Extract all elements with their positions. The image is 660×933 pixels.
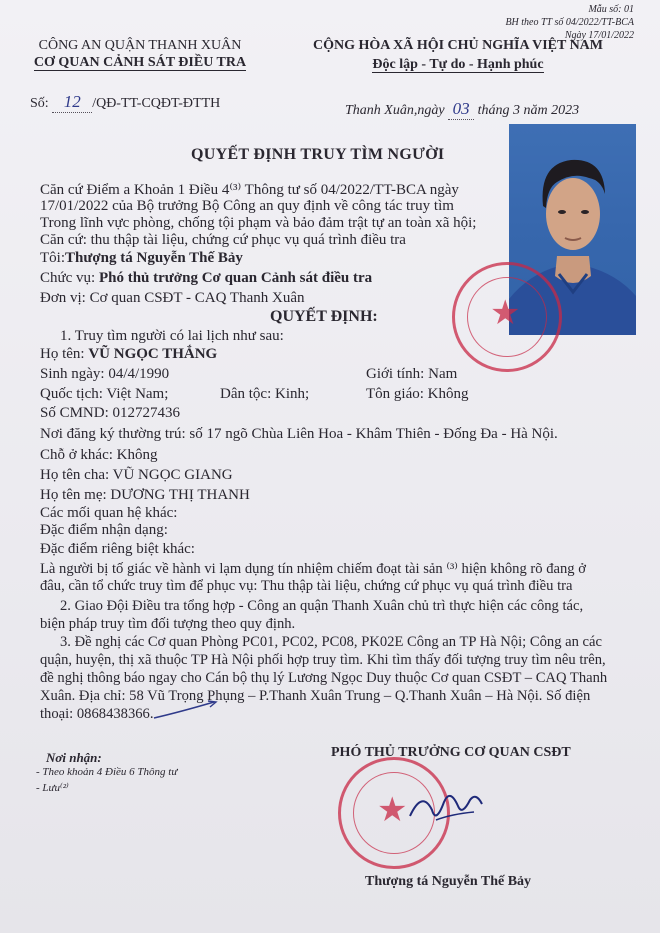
- person-special-row: Đặc điểm riêng biệt khác:: [40, 541, 195, 557]
- handwritten-doc-number: 12: [52, 92, 92, 113]
- basis-line4: Căn cứ: thu thập tài liệu, chứng cứ phục vụ quá trình điều tra: [40, 232, 406, 248]
- basis-line2: 17/01/2022 của Bộ trưởng Bộ Công an quy định về công tác truy tìm: [40, 198, 454, 214]
- person-ethnicity: Dân tộc: Kinh;: [220, 386, 310, 402]
- accusation-line2: đâu, cần tổ chức truy tìm để phục vụ: Thu thập tài liệu, chứng cứ phục vụ quá trình điều tra: [40, 578, 573, 594]
- agency-line2: CƠ QUAN CẢNH SÁT ĐIỀU TRA: [33, 55, 247, 70]
- person-relations-row: Các mối quan hệ khác:: [40, 505, 178, 521]
- person-features-row: Đặc điểm nhận dạng:: [40, 522, 168, 538]
- item3-line4: Xuân. Địa chỉ: 58 Vũ Trọng Phụng – P.Thanh Xuân Trung – Q.Thanh Xuân – Hà Nội. Số điện: [40, 688, 591, 704]
- country-name: CỘNG HÒA XÃ HỘI CHỦ NGHĨA VIỆT NAM: [312, 38, 603, 53]
- person-religion: Tôn giáo: Không: [366, 386, 469, 402]
- person-residence-row: Nơi đăng ký thường trú: số 17 ngõ Chùa Liên Hoa - Khâm Thiên - Đống Đa - Hà Nội.: [40, 426, 558, 442]
- signer-name: Thượng tá Nguyễn Thế Bảy: [365, 874, 532, 889]
- pen-mark-icon: [150, 698, 220, 724]
- document-title: QUYẾT ĐỊNH TRUY TÌM NGƯỜI: [191, 146, 445, 163]
- person-other-place-row: Chỗ ở khác: Không: [40, 447, 158, 463]
- form-issued-date: Ngày 17/01/2022: [564, 30, 634, 41]
- person-id-row: Số CMND: 012727436: [40, 405, 181, 421]
- agency-line1: CÔNG AN QUẬN THANH XUÂN: [38, 38, 242, 53]
- recipient-item2: - Lưu⁽²⁾: [36, 782, 69, 794]
- recipient-item1: - Theo khoản 4 Điều 6 Thông tư: [36, 766, 178, 778]
- motto: Độc lập - Tự do - Hạnh phúc: [372, 57, 544, 72]
- item2-line1: 2. Giao Đội Điều tra tổng hợp - Công an quận Thanh Xuân chủ trì thực hiện các công tác,: [60, 598, 584, 614]
- item1-intro: 1. Truy tìm người có lai lịch như sau:: [60, 328, 284, 344]
- signer-unit-row: Đơn vị: Cơ quan CSĐT - CAQ Thanh Xuân: [40, 290, 305, 306]
- document-number: Số: 12 /QĐ-TT-CQĐT-ĐTTH: [30, 92, 221, 111]
- basis-line3: Trong lĩnh vực phòng, chống tội phạm và bảo đảm trật tự an toàn xã hội;: [40, 215, 477, 231]
- seal-star-icon: ★: [377, 792, 408, 829]
- place-date: Thanh Xuân,ngày 03 tháng 3 năm 2023: [345, 99, 580, 118]
- item3-line5: thoại: 0868438366.: [40, 706, 154, 722]
- stamp-star-icon: ★: [490, 295, 521, 332]
- handwritten-signature: [400, 780, 500, 830]
- person-gender: Giới tính: Nam: [366, 366, 458, 382]
- person-nationality: Quốc tịch: Việt Nam;: [40, 386, 169, 402]
- person-name-row: Họ tên: VŨ NGỌC THẮNG: [40, 346, 218, 362]
- handwritten-day: 03: [448, 99, 474, 120]
- decision-heading: QUYẾT ĐỊNH:: [270, 308, 378, 325]
- item3-line2: quận, huyện, thị xã thuộc TP Hà Nội phối hợp truy tìm. Khi tìm thấy đối tượng truy tìm nêu trên,: [40, 652, 606, 668]
- item3-line1: 3. Đề nghị các Cơ quan Phòng PC01, PC02, PC08, PK02E Công an TP Hà Nội; Công an các: [60, 634, 602, 650]
- signer-position-row: Chức vụ: Phó thủ trưởng Cơ quan Cảnh sát điều tra: [40, 270, 373, 286]
- basis-line1: Căn cứ Điểm a Khoản 1 Điều 4⁽³⁾ Thông tư số 04/2022/TT-BCA ngày: [40, 182, 459, 198]
- item3-line3: đề nghị thông báo ngay cho Cán bộ thụ lý Lương Ngọc Duy thuộc Cơ quan CSĐT – CAQ Thanh: [40, 670, 608, 686]
- signature-title: PHÓ THỦ TRƯỞNG CƠ QUAN CSĐT: [331, 745, 571, 760]
- recipients-title: Nơi nhận:: [46, 750, 102, 765]
- form-number: Mẫu số: 01: [588, 4, 634, 15]
- person-dob-row: Sinh ngày: 04/4/1990: [40, 366, 170, 382]
- form-issued-by: BH theo TT số 04/2022/TT-BCA: [505, 17, 634, 28]
- accusation-line1: Là người bị tố giác về hành vi lạm dụng tín nhiệm chiếm đoạt tài sản ⁽³⁾ hiện không rõ đang ở: [40, 561, 586, 577]
- signer-name-row: Tôi:Thượng tá Nguyễn Thế Bảy: [40, 250, 243, 266]
- person-mother-row: Họ tên mẹ: DƯƠNG THỊ THANH: [40, 487, 250, 503]
- person-father-row: Họ tên cha: VŨ NGỌC GIANG: [40, 467, 233, 483]
- item2-line2: biện pháp truy tìm đối tượng theo quy định.: [40, 616, 296, 632]
